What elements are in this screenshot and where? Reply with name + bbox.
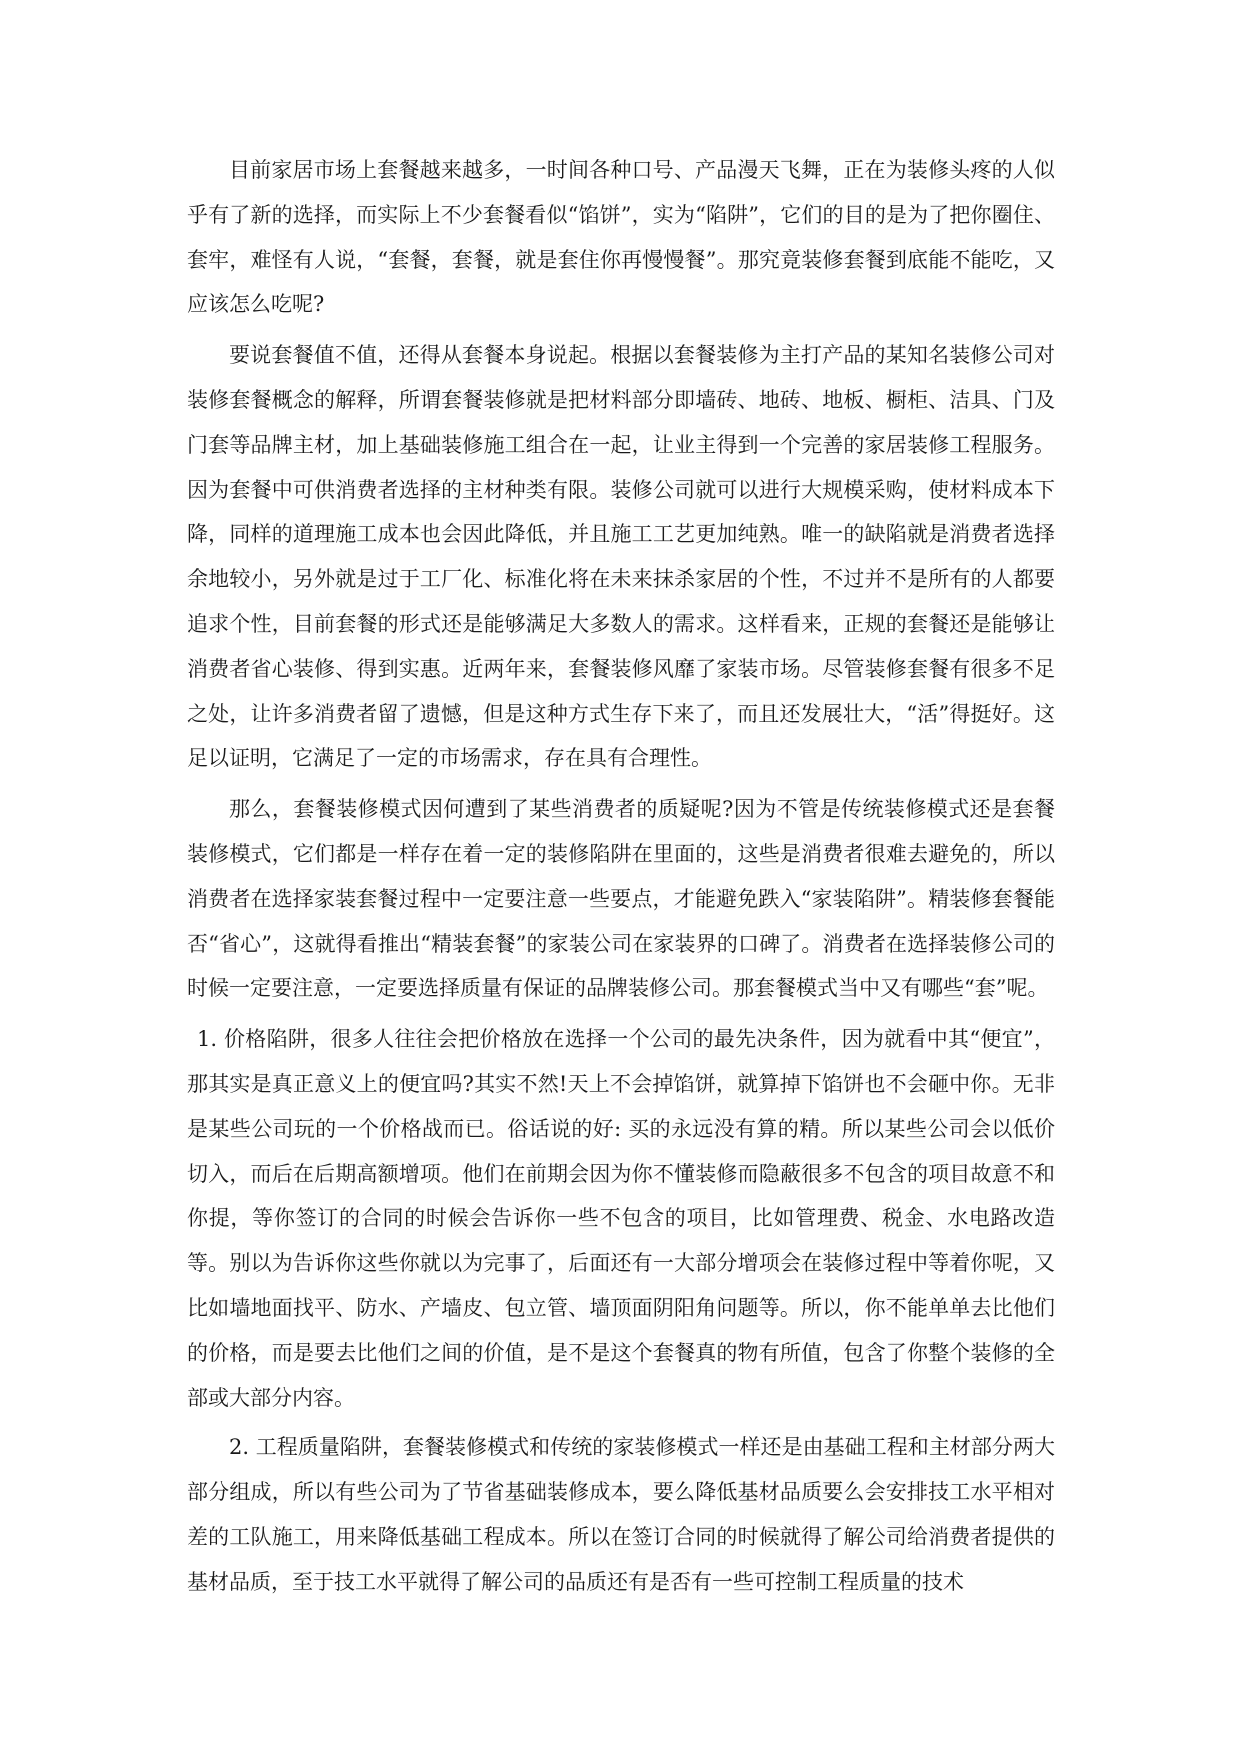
consumer-doubt-paragraph: 那么，套餐装修模式因何遭到了某些消费者的质疑呢?因为不管是传统装修模式还是套餐装修模式，它们都是一样存在着一定的装修陷阱在里面的，这些是消费者很难去避免的，所以消费者在选择家装套餐过程中一定要注意一些要点，才能避免跌入“家装陷阱”。精装修套餐能否“省心”，这就得看推出“精装套餐”的家装公司在家装界的口碑了。消费者在选择装修公司的时候一定要注意，一定要选择质量有保证的品牌装修公司。那套餐模式当中又有哪些“套”呢。 xyxy=(187,797,1055,1001)
document-body xyxy=(187,148,1055,1605)
quality-trap-item: 2. 工程质量陷阱，套餐装修模式和传统的家装修模式一样还是由基础工程和主材部分两大部分组成，所以有些公司为了节省基础装修成本，要么降低基材品质要么会安排技工水平相对差的工队施工，用来降低基础工程成本。所以在签订合同的时候就得了解公司给消费者提供的基材品质，至于技工水平就得了解公司的品质还有是否有一些可控制工程质量的技术 xyxy=(187,1435,1055,1594)
intro-paragraph: 目前家居市场上套餐越来越多，一时间各种口号、产品漫天飞舞，正在为装修头疼的人似乎有了新的选择，而实际上不少套餐看似“馅饼”，实为“陷阱”，它们的目的是为了把你圈住、套牢，难怪有人说，“套餐，套餐，就是套住你再慢慢餐”。那究竟装修套餐到底能不能吃，又应该怎么吃呢? xyxy=(187,158,1055,317)
package-definition-paragraph: 要说套餐值不值，还得从套餐本身说起。根据以套餐装修为主打产品的某知名装修公司对装修套餐概念的解释，所谓套餐装修就是把材料部分即墙砖、地砖、地板、橱柜、洁具、门及门套等品牌主材，加上基础装修施工组合在一起，让业主得到一个完善的家居装修工程服务。因为套餐中可供消费者选择的主材种类有限。装修公司就可以进行大规模采购，使材料成本下降，同样的道理施工成本也会因此降低，并且施工工艺更加纯熟。唯一的缺陷就是消费者选择余地较小，另外就是过于工厂化、标准化将在未来抹杀家居的个性，不过并不是所有的人都要追求个性，目前套餐的形式还是能够满足大多数人的需求。这样看来，正规的套餐还是能够让消费者省心装修、得到实惠。近两年来，套餐装修风靡了家装市场。尽管装修套餐有很多不足之处，让许多消费者留了遗憾，但是这种方式生存下来了，而且还发展壮大，“活”得挺好。这足以证明，它满足了一定的市场需求，存在具有合理性。 xyxy=(187,343,1055,771)
price-trap-item: 1. 价格陷阱，很多人往往会把价格放在选择一个公司的最先决条件，因为就看中其“便宜”，那其实是真正意义上的便宜吗?其实不然!天上不会掉馅饼，就算掉下馅饼也不会砸中你。无非是某些公司玩的一个价格战而已。俗话说的好: 买的永远没有算的精。所以某些公司会以低价切入，而后在后期高额增项。他们在前期会因为你不懂装修而隐蔽很多不包含的项目故意不和你提，等你签订的合同的时候会告诉你一些不包含的项目，比如管理费、税金、水电路改造等。别以为告诉你这些你就以为完事了，后面还有一大部分增项会在装修过程中等着你呢，又比如墙地面找平、防水、产墙皮、包立管、墙顶面阴阳角问题等。所以，你不能单单去比他们的价格，而是要去比他们之间的价值，是不是这个套餐真的物有所值，包含了你整个装修的全部或大部分内容。 xyxy=(187,1027,1055,1410)
